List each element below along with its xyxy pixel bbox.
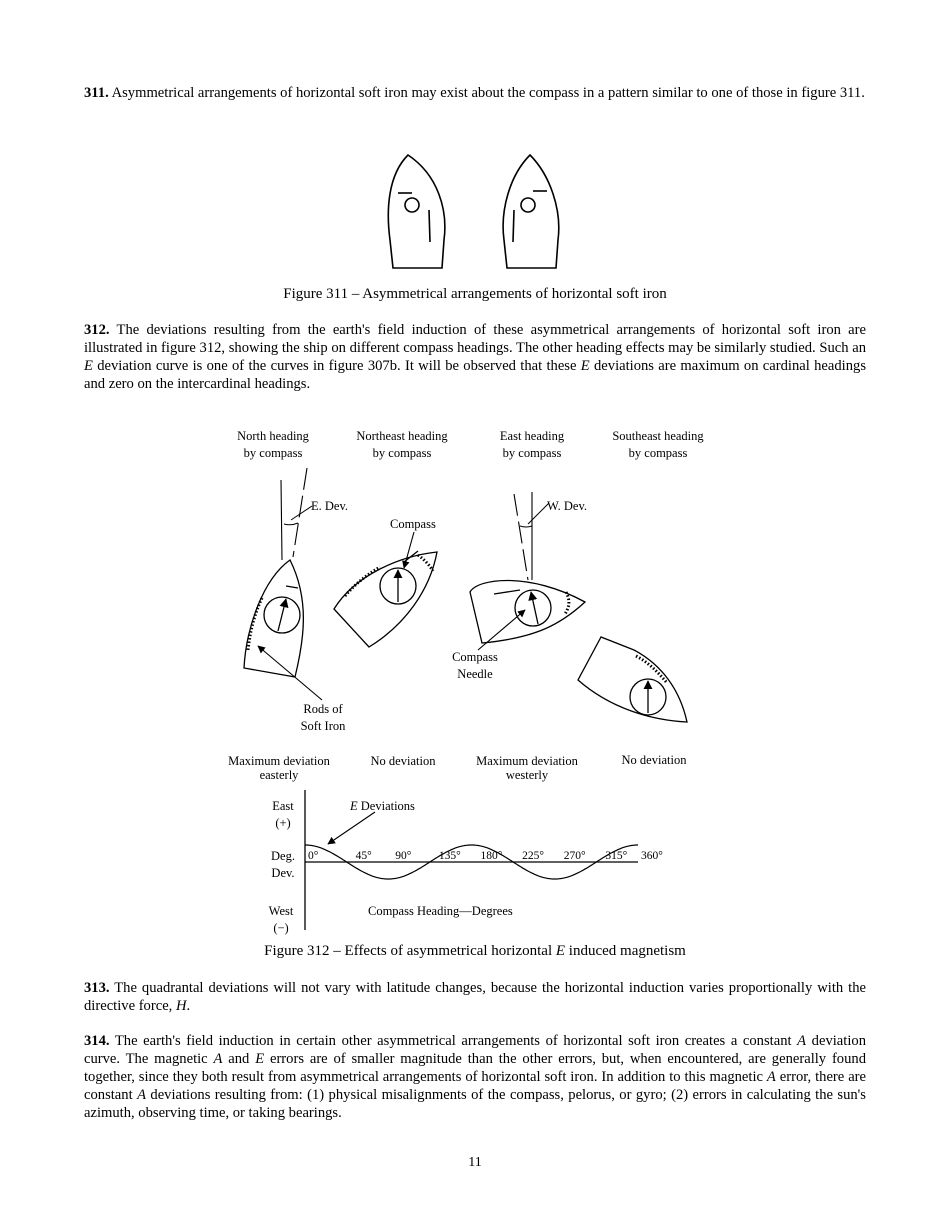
paragraph-text: and xyxy=(222,1051,256,1067)
y-label-west xyxy=(256,903,306,937)
heading-line: Northeast heading xyxy=(356,429,448,443)
caption-text: induced magnetism xyxy=(565,943,686,959)
needle-leader xyxy=(478,610,525,650)
paragraph-number: 311. xyxy=(84,85,109,101)
result-label-north xyxy=(210,754,348,782)
rods-leader xyxy=(258,646,322,700)
soft-iron-rods-northeast-2 xyxy=(418,555,433,571)
paragraph-314 xyxy=(84,1032,866,1122)
ship-head-line-north xyxy=(293,468,307,557)
heading-line: Southeast heading xyxy=(612,429,704,443)
italic-symbol: A xyxy=(137,1087,146,1103)
label-text: Deviations xyxy=(357,799,415,813)
ship-hull-southeast xyxy=(578,637,687,722)
x-axis-label: Compass Heading—Degrees xyxy=(368,904,513,918)
paragraph-text: deviation curve is one of the curves in figure 307b. It will be observed that these xyxy=(92,358,581,374)
x-tick-label: 45° xyxy=(355,850,372,862)
y-label-east xyxy=(258,798,308,832)
paragraph-text: deviations are maximum on cardinal headings and zero on the intercardinal headings. xyxy=(84,358,866,392)
result-label-northeast: No deviation xyxy=(370,754,436,768)
heading-line: North heading xyxy=(237,429,309,443)
label-line: easterly xyxy=(259,768,299,782)
paragraph-text: errors are of smaller magnitude than the other errors, but, when encountered, are generally found together, since they both result from asymmetrical arrangements of horizontal soft iron. In addition to this magnetic xyxy=(84,1051,866,1085)
page-number: 11 xyxy=(468,1155,482,1170)
e-deviations-label xyxy=(350,798,415,815)
label-line: (+) xyxy=(275,816,291,830)
paragraph-number: 314. xyxy=(84,1033,110,1049)
w-dev-label: W. Dev. xyxy=(547,499,588,513)
figure-311-caption: Figure 311 – Asymmetrical arrangements of horizontal soft iron xyxy=(283,286,667,302)
e-dev-leader xyxy=(291,506,312,520)
ship-northeast-heading xyxy=(334,532,437,647)
label-line: Rods of xyxy=(303,702,343,716)
paragraph-text: Asymmetrical arrangements of horizontal soft iron may exist about the compass in a pattern similar to one of those in figure 311. xyxy=(108,85,865,101)
x-tick-label: 180° xyxy=(480,850,503,862)
paragraph-313 xyxy=(84,979,866,1015)
e-dev-label: E. Dev. xyxy=(311,499,349,513)
paragraph-text: deviations resulting from: (1) physical misalignments of the compass, pelorus, or gyro; (2) errors in calculating the sun's azimuth, observing time, or taking bearings. xyxy=(84,1087,866,1121)
ship-southeast-heading xyxy=(578,637,687,722)
x-tick-label: 315° xyxy=(605,850,628,862)
w-dev-leader xyxy=(528,503,549,524)
x-tick-label: 90° xyxy=(395,850,412,862)
paragraph-text: The quadrantal deviations will not vary with latitude changes, because the horizontal induction varies proportionally with the directive force, xyxy=(84,980,866,1014)
result-label-east xyxy=(458,754,596,782)
label-line: westerly xyxy=(505,768,549,782)
label-line: Dev. xyxy=(271,866,295,880)
compass-north-line xyxy=(281,480,282,560)
e-deviations-leader xyxy=(328,812,375,844)
label-line: (−) xyxy=(273,921,289,935)
x-tick-label: 0° xyxy=(308,850,319,862)
italic-symbol: A xyxy=(797,1033,807,1049)
x-tick-label: 135° xyxy=(438,850,461,862)
x-tick-label: 270° xyxy=(563,850,586,862)
x-tick-label: 225° xyxy=(522,850,544,862)
italic-symbol: A xyxy=(213,1051,223,1067)
ship-hull-east xyxy=(470,580,585,643)
ship-head-line-east xyxy=(514,494,528,580)
caption-text: Figure 312 – Effects of asymmetrical horizontal xyxy=(264,943,556,959)
italic-symbol: E xyxy=(580,358,590,374)
italic-symbol: E xyxy=(84,358,93,374)
italic-symbol: E xyxy=(255,1051,265,1067)
soft-iron-rods-east xyxy=(565,592,569,614)
rod-east xyxy=(494,590,520,594)
heading-line: by compass xyxy=(628,446,688,460)
label-line: Deg. xyxy=(271,849,295,863)
w-dev-arc xyxy=(520,526,532,527)
heading-line: East heading xyxy=(499,429,565,443)
label-line: Maximum deviation xyxy=(476,754,578,768)
soft-iron-rods-northeast xyxy=(345,567,380,596)
label-line: East xyxy=(272,799,294,813)
label-line: West xyxy=(268,904,294,918)
compass-label: Compass xyxy=(390,517,436,531)
paragraph-text: The earth's field induction in certain other asymmetrical arrangements of horizontal soft iron creates a constant xyxy=(109,1033,798,1049)
label-line: Needle xyxy=(457,667,493,681)
compass-needle-north xyxy=(278,599,286,631)
italic-symbol: E xyxy=(555,943,566,959)
paragraph-text: deviation curve. The magnetic xyxy=(84,1033,866,1067)
compass-needle-label xyxy=(440,649,510,683)
heading-line: by compass xyxy=(372,446,432,460)
y-label-deg-dev xyxy=(258,848,308,882)
label-line: Maximum deviation xyxy=(228,754,330,768)
rods-of-soft-iron-label xyxy=(288,701,358,735)
compass-leader xyxy=(404,532,414,568)
italic-symbol: E xyxy=(350,799,358,813)
figure-312-caption xyxy=(0,943,950,960)
result-label-southeast: No deviation xyxy=(621,753,687,767)
heading-line: by compass xyxy=(243,446,303,460)
italic-symbol: H xyxy=(175,998,187,1014)
paragraph-text: error, there are constant xyxy=(84,1069,867,1103)
paragraph-text: The deviations resulting from the earth's field induction of these asymmetrical arrangements of horizontal soft iron are illustrated in figure 312, showing the ship on different compass headings. The other heading effects may be similarly studied. Such an xyxy=(84,322,866,356)
compass-east xyxy=(515,590,551,626)
label-line: Soft Iron xyxy=(300,719,346,733)
paragraph-number: 313. xyxy=(84,980,110,996)
label-line: Compass xyxy=(452,650,498,664)
italic-symbol: A xyxy=(766,1069,776,1085)
x-tick-label: 360° xyxy=(641,850,663,862)
e-dev-arc xyxy=(284,523,298,525)
compass-needle-east xyxy=(531,592,538,624)
paragraph-number: 312. xyxy=(84,322,110,338)
ship-east-heading xyxy=(470,492,588,650)
paragraph-text: . xyxy=(186,998,191,1014)
heading-line: by compass xyxy=(502,446,562,460)
